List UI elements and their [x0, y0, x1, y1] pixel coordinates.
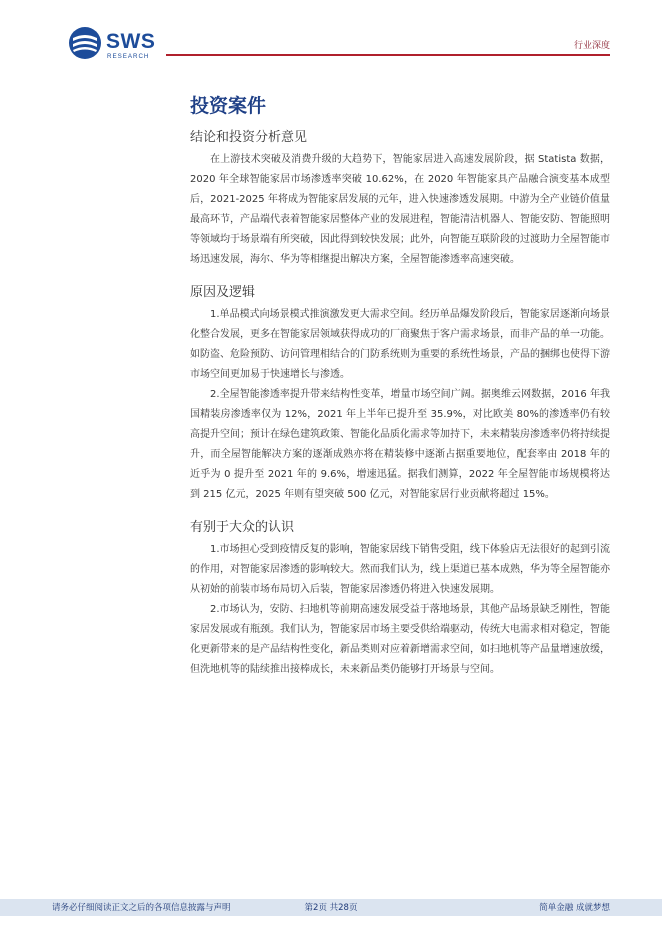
- paragraph: 2.市场认为，安防、扫地机等前期高速发展受益于落地场景，其他产品场景缺乏刚性，智能家居发展或有瓶颈。我们认为，智能家居市场主要受供给端驱动，传统大电需求相对稳定，智能化更新带来的是产品结构性变化，新品类则对应着新增需求空间，如扫地机等产品量增速放缓，但洗地机等的陆续推出接棒成长，未来新品类仍能够打开场景与空间。: [190, 604, 610, 675]
- main-content: [190, 92, 610, 680]
- section-title: 投资案件: [190, 95, 267, 117]
- paragraph: 1.市场担心受到疫情反复的影响，智能家居线下销售受阻，线下体验店无法很好的起到引流的作用，对智能家居渗透的影响较大。然而我们认为，线上渠道已基本成熟，华为等全屋智能亦从初始的前装市场布局切入后装，智能家居渗透仍将进入快速发展期。: [190, 544, 610, 595]
- logo-text: SWS: [106, 30, 156, 53]
- header-divider: [166, 54, 610, 56]
- footer-disclaimer: 请务必仔细阅读正文之后的各项信息披露与声明: [52, 903, 231, 913]
- footer-page-number: 第2页 共28页: [304, 903, 358, 913]
- paragraph: 在上游技术突破及消费升级的大趋势下，智能家居进入高速发展阶段，据 Statista 数据，2020 年全球智能家居市场渗透率突破 10.62%，在 2020 年智能家具产品融合演变基本成型后，2021-2025 年将成为智能家居发展的元年，进入快速渗透发展期。中游为全产业链价值量最高环节，产品端代表着智能家居整体产业的发展进程，智能清洁机器人、智能安防、智能照明等领域均于场景端有所突破，因此得到较快发展；此外，向智能互联阶段的过渡助力全屋智能市场迅速发展，海尔、华为等相继提出解决方案，全屋智能渗透率高速突破。: [190, 154, 610, 265]
- report-type-label: 行业深度: [573, 41, 610, 51]
- subsection-heading-conclusion: 结论和投资分析意见: [190, 130, 308, 145]
- footer-slogan: 简单金融 成就梦想: [539, 903, 610, 913]
- sws-logo-icon: [68, 26, 102, 60]
- logo-subtext: RESEARCH: [107, 53, 150, 60]
- subsection-heading-reasons: 原因及逻辑: [190, 285, 256, 300]
- sws-logo: [68, 26, 168, 62]
- paragraph: 1.单品模式向场景模式推演激发更大需求空间。经历单品爆发阶段后，智能家居逐渐向场景化整合发展，更多在智能家居领域获得成功的厂商聚焦于客户需求场景，而非产品的单一功能。如防盗、危险预防、访问管理相结合的门防系统则为重要的系统性场景，产品的捆绑也使得下游市场空间更加易于快速增长与渗透。: [190, 309, 610, 380]
- subsection-heading-differentiated-view: 有别于大众的认识: [190, 520, 295, 535]
- paragraph: 2.全屋智能渗透率提升带来结构性变革，增量市场空间广阔。据奥维云网数据，2016 年我国精装房渗透率仅为 12%，2021 年上半年已提升至 35.9%，对比欧美 80%的渗透率仍有较高提升空间；预计在绿色建筑政策、智能化品质化需求等加持下，未来精装房渗透率仍将持续提升，而全屋智能解决方案的逐渐成熟亦将在精装修中逐渐占据重要地位，配套率由 2018 年的近乎为 0 提升至 2021 年的 9.6%，增速迅猛。据我们测算，2022 年全屋智能市场规模将达到 215 亿元，2025 年则有望突破 500 亿元，对智能家居行业贡献将超过 15%。: [190, 389, 610, 500]
